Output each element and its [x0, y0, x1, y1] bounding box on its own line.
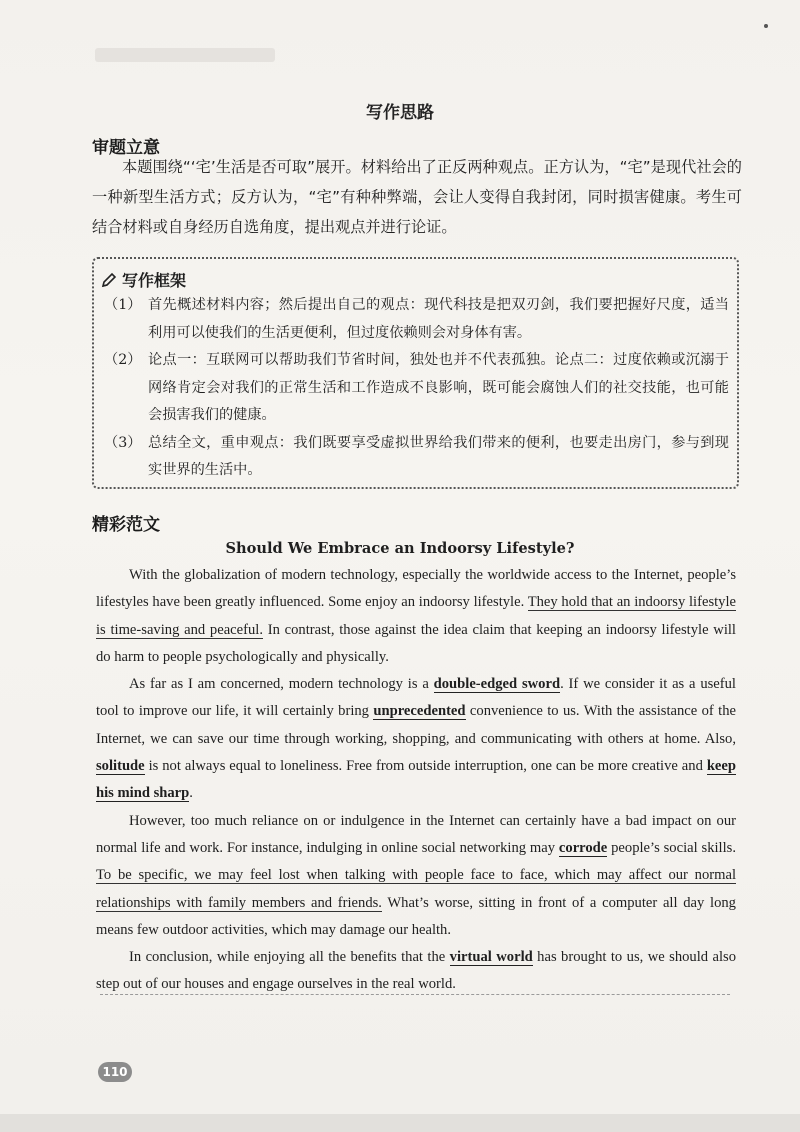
- framework-item-text: 论点一：互联网可以帮助我们节省时间，独处也并不代表孤独。论点二：过度依赖或沉溺于网络肯定会对我们的正常生活和工作造成不良影响，既可能会腐蚀人们的社交技能，也可能会损害我们的健康。: [148, 352, 729, 423]
- essay-paragraph-3: [96, 808, 736, 944]
- keyword: keep his mind sharp: [96, 758, 736, 802]
- framework-item-num: （2）: [104, 352, 142, 368]
- text-run: convenience to us. With the assistance of the Internet, we can save our time through working, shopping, and communicating with others at home. Also,: [96, 703, 736, 747]
- essay-paragraph-4: [96, 944, 736, 999]
- framework-item: [104, 292, 729, 347]
- text-run: What’s worse, sitting in front of a computer all day long means few outdoor activities, which may damage our health.: [96, 894, 736, 938]
- text-run: In conclusion, while enjoying all the benefits that the: [129, 949, 450, 966]
- text-run: With the globalization of modern technology, especially the worldwide access to the Internet, people’s lifestyles have been greatly influenced. Some enjoy an indoorsy lifestyle.: [96, 567, 736, 611]
- text-run: . If we consider it as a useful tool to improve our life, it will certainly bring: [96, 676, 736, 720]
- header-smudge: [95, 48, 275, 62]
- section-title: 写作思路: [366, 103, 434, 123]
- essay-body: [96, 562, 736, 999]
- text-run: .: [189, 785, 193, 802]
- framework-heading: 写作框架: [122, 271, 187, 290]
- text-run: In contrast, those against the idea claim that keeping an indoorsy lifestyle will do harm to people psychologically and physically.: [96, 621, 736, 665]
- text-run: As far as I am concerned, modern technology is a: [129, 676, 434, 693]
- framework-item-num: （1）: [104, 297, 142, 313]
- framework-item-text: 总结全文，重申观点：我们既要享受虚拟世界给我们带来的便利，也要走出房门，参与到现实世界的生活中。: [148, 434, 729, 478]
- essay-title: Should We Embrace an Indoorsy Lifestyle?: [225, 540, 575, 557]
- keyword: double-edged sword: [433, 676, 561, 693]
- underlined-sentence: To be specific, we may feel lost when talking with people face to face, which may affect our normal relationships with family members and friends.: [96, 867, 736, 911]
- essay-heading: 精彩范文: [92, 515, 160, 535]
- text-run: people’s social skills.: [607, 839, 736, 856]
- keyword: corrode: [558, 839, 608, 856]
- pencil-icon: [100, 271, 118, 289]
- framework-item: [104, 347, 729, 430]
- keyword: unprecedented: [373, 703, 466, 720]
- keyword: solitude: [96, 758, 145, 775]
- keyword: virtual world: [449, 949, 533, 966]
- framework-header: [100, 268, 186, 291]
- bottom-divider: [100, 994, 730, 995]
- theme-text: 本题围绕“‘宅’生活是否可取”展开。材料给出了正反两种观点。正方认为，“宅”是现代社会的一种新型生活方式；反方认为，“宅”有种种弊端，会让人变得自我封闭，同时损害健康。考生可结合材料或自身经历自选角度，提出观点并进行论证。: [92, 158, 742, 236]
- text-run: has brought to us, we should also step out of our houses and engage ourselves in the real world.: [96, 949, 736, 993]
- essay-paragraph-1: [96, 562, 736, 671]
- scan-edge: [0, 1114, 800, 1132]
- page-number: 110: [98, 1062, 132, 1082]
- framework-item-text: 首先概述材料内容；然后提出自己的观点：现代科技是把双刃剑，我们要把握好尺度，适当利用可以使我们的生活更便利，但过度依赖则会对身体有害。: [148, 297, 729, 341]
- framework-list: [104, 292, 729, 485]
- framework-item-num: （3）: [104, 434, 142, 451]
- text-run: However, too much reliance on or indulgence in the Internet can certainly have a bad impact on our normal life and work. For instance, indulging in online social networking may: [96, 812, 736, 856]
- framework-item: [104, 430, 729, 485]
- theme-heading: 审题立意: [92, 138, 160, 158]
- essay-paragraph-2: [96, 671, 736, 807]
- text-run: is not always equal to loneliness. Free from outside interruption, one can be more creative and: [144, 758, 707, 775]
- underlined-sentence: They hold that an indoorsy lifestyle is time-saving and peaceful.: [96, 594, 737, 638]
- corner-mark: [764, 24, 768, 28]
